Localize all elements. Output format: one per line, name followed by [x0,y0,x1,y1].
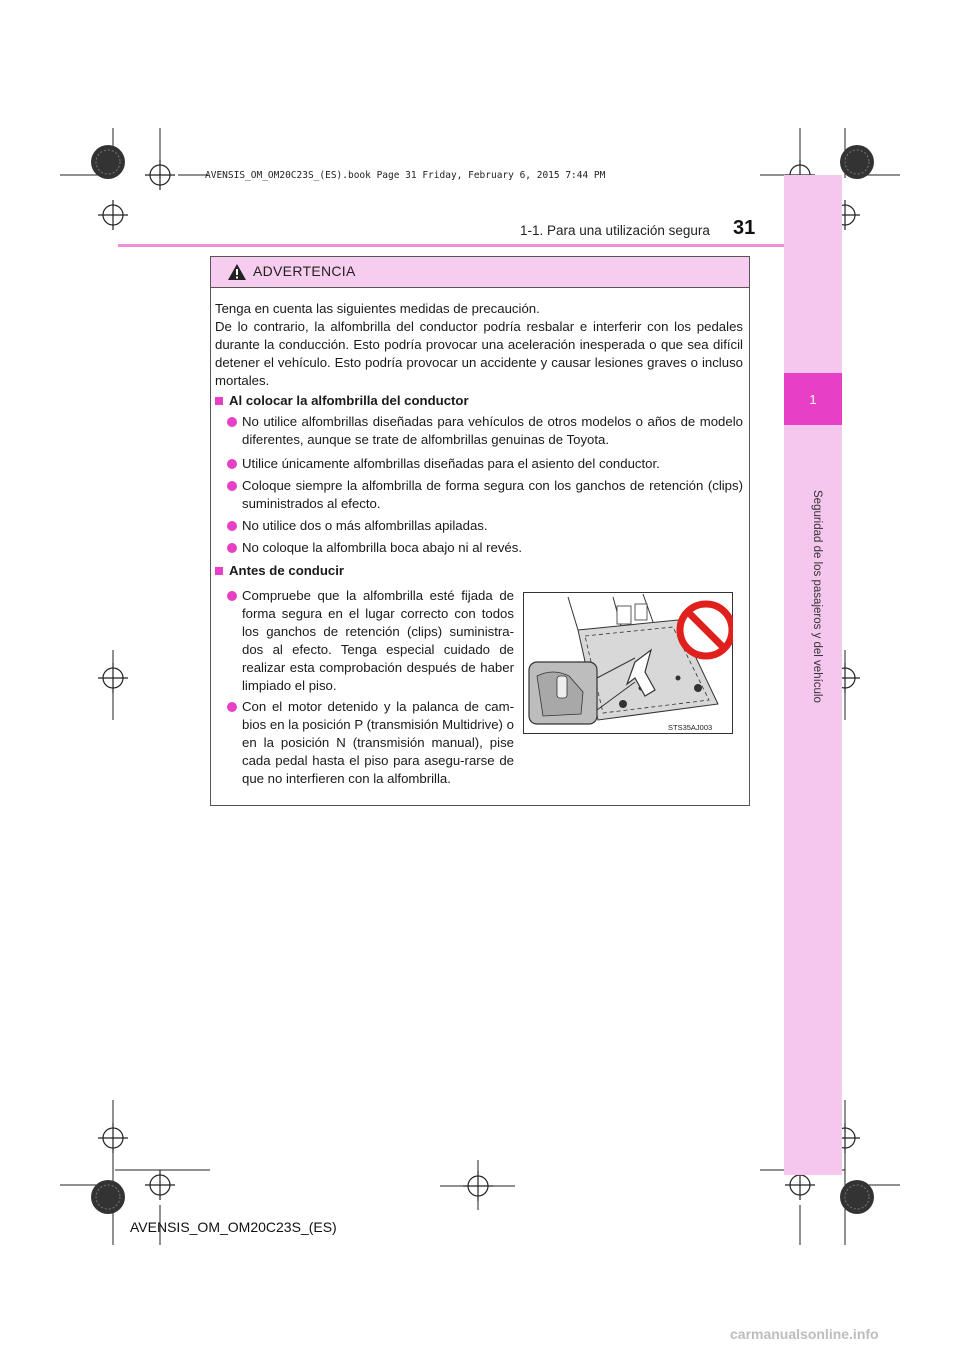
floor-mat-illustration [523,592,733,734]
chapter-label: Seguridad de los pasajeros y del vehículo [811,490,823,703]
bullet [227,702,237,712]
warning-title: ADVERTENCIA [253,263,356,279]
section-marker [215,567,223,575]
section-heading-2: Antes de conducir [229,563,345,578]
bullet [227,459,237,469]
footer-manual-code: AVENSIS_OM_OM20C23S_(ES) [130,1219,337,1235]
watermark: carmanualsonline.info [730,1326,879,1342]
list-item: Compruebe que la alfombrilla esté fijada de forma segura en el lugar correcto con todos los ganchos de retención (clips) suministra-dos al efecto. Tenga especial cuidado de realizar esta comprobación después de haber limpiado el piso. [242,588,514,693]
bullet [227,591,237,601]
warning-intro-2: De lo contrario, la alfombrilla del conductor podría resbalar e interferir con los pedales durante la conducción. Esto podría provocar una aceleración inesperada o que sea difícil detener el vehículo. Esto podría provocar un accidente y causar lesiones graves o incluso mortales. [215,319,743,388]
section-title: 1-1. Para una utilización segura [520,223,710,238]
list-item: No coloque la alfombrilla boca abajo ni al revés. [242,540,523,555]
list-item: Coloque siempre la alfombrilla de forma segura con los ganchos de retención (clips) suministrados al efecto. [242,478,743,511]
bullet [227,543,237,553]
list-item: Con el motor detenido y la palanca de cam-bios en la posición P (transmisión Multidrive) o en la posición N (transmisión manual), pise cada pedal hasta el piso para asegu-rarse de que no interfieren con la alfombrilla. [242,699,514,786]
book-file-line: AVENSIS_OM_OM20C23S_(ES).book Page 31 Friday, February 6, 2015 7:44 PM [205,170,606,181]
list-item: No utilice alfombrillas diseñadas para vehículos de otros modelos o años de modelo diferentes, aunque se trate de alfombrillas genuinas de Toyota. [242,414,743,447]
bullet [227,417,237,427]
illustration-code: STS35AJ003 [668,723,713,732]
bullet [227,481,237,491]
page-number: 31 [733,217,756,239]
warning-intro-1: Tenga en cuenta las siguientes medidas de precaución. [215,301,540,316]
section-marker [215,397,223,405]
warning-triangle-icon [227,263,247,281]
list-item: Utilice únicamente alfombrillas diseñadas para el asiento del conductor. [242,456,660,471]
chapter-number: 1 [809,391,817,407]
list-item: No utilice dos o más alfombrillas apiladas. [242,518,488,533]
section-heading-1: Al colocar la alfombrilla del conductor [229,393,469,408]
header-rule [118,244,784,247]
bullet [227,521,237,531]
